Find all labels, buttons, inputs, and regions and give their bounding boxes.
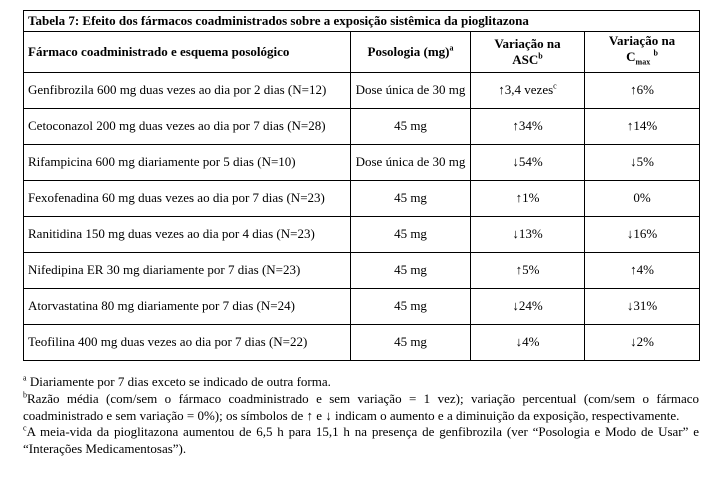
auc-change-cell: ↓4%	[471, 324, 585, 360]
auc-change-cell: ↑5%	[471, 252, 585, 288]
cmax-change-cell: 0%	[585, 180, 700, 216]
auc-change-cell: ↓13%	[471, 216, 585, 252]
drug-cell: Fexofenadina 60 mg duas vezes ao dia por 7 dias (N=23)	[24, 180, 351, 216]
table-row	[24, 252, 700, 288]
table-row	[24, 108, 700, 144]
table-row	[24, 288, 700, 324]
drug-cell: Genfibrozila 600 mg duas vezes ao dia por 2 dias (N=12)	[24, 72, 351, 108]
dose-cell: 45 mg	[351, 216, 471, 252]
dose-cell: 45 mg	[351, 252, 471, 288]
footnote-b: $^b$Razão média (com/sem o fármaco coadministrado e sem variação = 1 vez); variação percentual (com/sem o fármaco coadministrado e sem variação = 0%); os símbolos de ↑ e ↓ indicam o aumento e a diminuição da exposição, respectivamente.	[23, 390, 699, 423]
drug-cell: Nifedipina ER 30 mg diariamente por 7 dias (N=23)	[24, 252, 351, 288]
dose-cell: Dose única de 30 mg	[351, 72, 471, 108]
drug-cell: Atorvastatina 80 mg diariamente por 7 dias (N=24)	[24, 288, 351, 324]
dose-cell: 45 mg	[351, 324, 471, 360]
footnote-c: $^c$A meia-vida da pioglitazona aumentou de 6,5 h para 15,1 h na presença de genfibrozila (ver “Posologia e Modo de Usar” e “Interações Medicamentosas”).	[23, 424, 699, 457]
cmax-change-cell: ↑4%	[585, 252, 700, 288]
interaction-table	[23, 10, 700, 361]
drug-cell: Ranitidina 150 mg duas vezes ao dia por 4 dias (N=23)	[24, 216, 351, 252]
auc-change-cell: ↓54%	[471, 144, 585, 180]
auc-change-cell: ↓24%	[471, 288, 585, 324]
header-auc: Variação na ASC$^b$	[471, 32, 585, 73]
table-header-row	[24, 32, 700, 73]
cmax-change-cell: ↑6%	[585, 72, 700, 108]
dose-cell: 45 mg	[351, 180, 471, 216]
table-row	[24, 144, 700, 180]
footnote-a: $^a$ Diariamente por 7 dias exceto se indicado de outra forma.	[23, 373, 331, 389]
footnotes	[23, 374, 699, 458]
drug-cell: Cetoconazol 200 mg duas vezes ao dia por 7 dias (N=28)	[24, 108, 351, 144]
drug-cell: Rifampicina 600 mg diariamente por 5 dias (N=10)	[24, 144, 351, 180]
cmax-change-cell: ↓16%	[585, 216, 700, 252]
drug-cell: Teofilina 400 mg duas vezes ao dia por 7 dias (N=22)	[24, 324, 351, 360]
cmax-change-cell: ↓31%	[585, 288, 700, 324]
auc-change-cell: ↑3,4 vezes$^c$	[471, 72, 585, 108]
cmax-change-cell: ↓5%	[585, 144, 700, 180]
dose-cell: Dose única de 30 mg	[351, 144, 471, 180]
table-row	[24, 180, 700, 216]
header-dose: Posologia (mg)$^a$	[351, 32, 471, 73]
dose-cell: 45 mg	[351, 108, 471, 144]
cmax-change-cell: ↑14%	[585, 108, 700, 144]
auc-change-cell: ↑1%	[471, 180, 585, 216]
auc-change-cell: ↑34%	[471, 108, 585, 144]
table-row	[24, 216, 700, 252]
header-cmax: Variação na $C_{max}$ $^b$	[585, 32, 700, 73]
table-row	[24, 324, 700, 360]
table-body	[24, 72, 700, 360]
cmax-change-cell: ↓2%	[585, 324, 700, 360]
table-caption: Tabela 7: Efeito dos fármacos coadministrados sobre a exposição sistêmica da pioglitazona	[24, 11, 700, 32]
header-drug: Fármaco coadministrado e esquema posológico	[24, 32, 351, 73]
dose-cell: 45 mg	[351, 288, 471, 324]
table-caption-row	[24, 11, 700, 32]
table-row	[24, 72, 700, 108]
